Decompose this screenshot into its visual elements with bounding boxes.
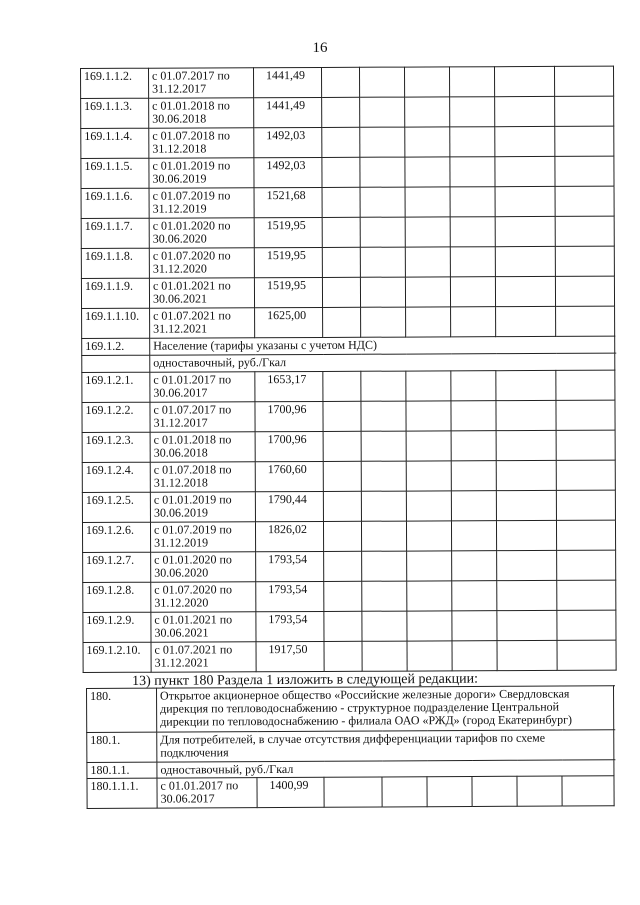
empty-cell [556, 306, 615, 336]
empty-cell [450, 187, 495, 217]
tariff-table-180 [86, 685, 615, 809]
empty-cell [497, 580, 557, 610]
row-number-cell: 180.1.1. [87, 762, 157, 778]
empty-cell [362, 581, 407, 611]
price-cell: 1519,95 [254, 277, 322, 307]
table-row [83, 610, 616, 642]
empty-cell [452, 611, 497, 641]
empty-cell [450, 157, 495, 187]
row-number-cell: 180.1.1.1. [87, 778, 157, 808]
price-cell: 1492,03 [254, 157, 322, 187]
empty-cell [406, 461, 451, 491]
price-cell: 1441,49 [254, 97, 322, 127]
empty-cell [360, 157, 405, 187]
empty-cell [360, 277, 405, 307]
table-row [82, 430, 615, 462]
empty-cell [495, 276, 555, 306]
row-number-cell: 169.1.2. [82, 338, 150, 355]
empty-cell [451, 401, 496, 431]
period-cell: с 01.01.2020 по 30.06.2020 [151, 552, 256, 582]
table-row [82, 400, 615, 432]
table-row [83, 550, 616, 582]
row-number-cell: 169.1.1.4. [81, 128, 149, 158]
empty-cell [517, 776, 562, 806]
period-cell: с 01.07.2018 по 31.12.2018 [150, 462, 255, 492]
row-number-cell: 180. [87, 688, 157, 732]
price-cell: 1793,54 [256, 551, 324, 581]
empty-cell [555, 126, 614, 156]
empty-cell [323, 461, 361, 491]
empty-cell [451, 307, 496, 337]
empty-cell [405, 187, 450, 217]
row-number-cell: 169.1.2.3. [82, 432, 150, 462]
empty-cell [323, 307, 361, 337]
period-cell: с 01.01.2017 по 30.06.2017 [157, 778, 257, 809]
row-number-cell: 169.1.1.8. [81, 248, 149, 278]
empty-cell [496, 490, 556, 520]
row-number-cell: 169.1.2.6. [82, 522, 150, 552]
price-cell: 1826,02 [255, 521, 323, 551]
empty-cell [322, 127, 360, 157]
price-cell: 1700,96 [255, 401, 323, 431]
empty-cell [555, 246, 614, 276]
empty-cell [406, 307, 451, 337]
empty-cell [450, 97, 495, 127]
empty-cell [407, 641, 452, 671]
empty-cell [554, 66, 613, 96]
description-cell: Открытое акционерное общество «Российские железные дороги» Свердловская дирекция по тепловодоснабжению - структурное подразделение Центральной дирекции по тепловодоснабжению - филиала ОАО «РЖД» (город Екатеринбург) [157, 686, 614, 732]
row-number-cell: 169.1.1.6. [81, 188, 149, 218]
empty-cell [406, 401, 451, 431]
empty-cell [361, 491, 406, 521]
empty-cell [405, 97, 450, 127]
empty-cell [451, 431, 496, 461]
empty-cell [361, 461, 406, 491]
table-row [81, 216, 614, 248]
empty-cell [322, 217, 360, 247]
period-cell: с 01.07.2018 по 31.12.2018 [149, 128, 254, 158]
empty-cell [407, 551, 452, 581]
table-row [82, 306, 615, 338]
empty-cell [406, 521, 451, 551]
empty-cell [450, 217, 495, 247]
empty-cell [555, 156, 614, 186]
empty-cell [407, 581, 452, 611]
empty-cell [497, 610, 557, 640]
price-cell: 1441,49 [254, 67, 322, 97]
empty-cell [496, 520, 556, 550]
description-cell: Население (тарифы указаны с учетом НДС) [150, 336, 615, 355]
row-number-cell: 169.1.1.7. [81, 218, 149, 248]
period-cell: с 01.01.2019 по 30.06.2019 [149, 158, 254, 188]
empty-cell [406, 491, 451, 521]
empty-cell [555, 96, 614, 126]
empty-cell [362, 611, 407, 641]
price-cell: 1519,95 [254, 247, 322, 277]
empty-cell [324, 641, 362, 671]
price-cell: 1400,99 [257, 777, 324, 807]
empty-cell [562, 776, 614, 806]
empty-cell [324, 551, 362, 581]
price-cell: 1793,54 [256, 611, 324, 641]
period-cell: с 01.07.2020 по 31.12.2020 [149, 248, 254, 278]
period-cell: с 01.07.2019 по 31.12.2019 [149, 188, 254, 218]
description-cell: одноставочный, руб./Гкал [157, 760, 614, 778]
row-number-cell: 169.1.1.2. [81, 68, 149, 98]
period-cell: с 01.01.2017 по 30.06.2017 [150, 372, 255, 402]
empty-cell [557, 550, 616, 580]
row-number-cell: 169.1.1.9. [81, 278, 149, 308]
empty-cell [555, 276, 614, 306]
empty-cell [321, 67, 359, 97]
row-number-cell: 169.1.2.7. [83, 552, 151, 582]
empty-cell [323, 371, 361, 401]
period-cell: с 01.07.2017 по 31.12.2017 [149, 68, 254, 98]
table-row [81, 276, 614, 308]
row-number-cell: 169.1.2.1. [82, 372, 150, 402]
row-number-cell [82, 355, 150, 372]
row-number-cell: 169.1.2.8. [83, 582, 151, 612]
row-number-cell: 180.1. [87, 732, 157, 762]
empty-cell [323, 491, 361, 521]
amendment-heading: 13) пункт 180 Раздела 1 изложить в следующей редакции: [132, 671, 479, 689]
empty-cell [451, 461, 496, 491]
empty-cell [496, 430, 556, 460]
empty-cell [405, 127, 450, 157]
empty-cell [495, 156, 555, 186]
empty-cell [427, 776, 472, 806]
empty-cell [496, 370, 556, 400]
table-row [81, 156, 614, 188]
empty-cell [556, 490, 615, 520]
row-number-cell: 169.1.2.2. [82, 402, 150, 432]
table-row [87, 686, 614, 733]
row-number-cell: 169.1.2.10. [83, 642, 151, 672]
table-row [81, 126, 614, 158]
empty-cell [322, 187, 360, 217]
empty-cell [557, 640, 616, 670]
empty-cell [496, 400, 556, 430]
period-cell: с 01.01.2021 по 30.06.2021 [149, 278, 254, 308]
empty-cell [405, 157, 450, 187]
empty-cell [405, 277, 450, 307]
price-cell: 1519,95 [254, 217, 322, 247]
empty-cell [360, 187, 405, 217]
table-row [81, 66, 614, 98]
empty-cell [322, 277, 360, 307]
empty-cell [406, 431, 451, 461]
table-row [83, 580, 616, 612]
period-cell: с 01.07.2021 по 31.12.2021 [151, 642, 256, 672]
empty-cell [472, 776, 517, 806]
empty-cell [556, 460, 615, 490]
empty-cell [322, 97, 360, 127]
empty-cell [361, 307, 406, 337]
empty-cell [324, 581, 362, 611]
table-row [82, 370, 615, 402]
table-row [82, 460, 615, 492]
empty-cell [361, 431, 406, 461]
empty-cell [322, 247, 360, 277]
empty-cell [452, 641, 497, 671]
empty-cell [362, 551, 407, 581]
empty-cell [496, 306, 556, 336]
row-number-cell: 169.1.2.4. [82, 462, 150, 492]
empty-cell [450, 127, 495, 157]
empty-cell [359, 67, 404, 97]
period-cell: с 01.01.2019 по 30.06.2019 [150, 492, 255, 522]
empty-cell [450, 247, 495, 277]
period-cell: с 01.07.2017 по 31.12.2017 [150, 402, 255, 432]
empty-cell [557, 610, 616, 640]
price-cell: 1521,68 [254, 187, 322, 217]
table-row [81, 186, 614, 218]
period-cell: с 01.07.2021 по 31.12.2021 [150, 308, 255, 338]
empty-cell [555, 216, 614, 246]
empty-cell [451, 491, 496, 521]
row-number-cell: 169.1.2.5. [82, 492, 150, 522]
empty-cell [496, 460, 556, 490]
empty-cell [495, 126, 555, 156]
table-row [81, 96, 614, 128]
empty-cell [382, 777, 427, 807]
period-cell: с 01.01.2018 по 30.06.2018 [150, 432, 255, 462]
empty-cell [450, 277, 495, 307]
description-cell: Для потребителей, в случае отсутствия дифференциации тарифов по схеме подключения [157, 730, 614, 762]
price-cell: 1790,44 [255, 491, 323, 521]
empty-cell [497, 550, 557, 580]
empty-cell [556, 400, 615, 430]
empty-cell [449, 67, 494, 97]
table-row [87, 776, 614, 809]
period-cell: с 01.01.2020 по 30.06.2020 [149, 218, 254, 248]
price-cell: 1625,00 [255, 307, 323, 337]
empty-cell [323, 401, 361, 431]
empty-cell [497, 640, 557, 670]
empty-cell [556, 430, 615, 460]
row-number-cell: 169.1.1.3. [81, 98, 149, 128]
price-cell: 1760,60 [255, 461, 323, 491]
empty-cell [404, 67, 449, 97]
empty-cell [361, 401, 406, 431]
period-cell: с 01.07.2020 по 31.12.2020 [151, 582, 256, 612]
description-cell: одноставочный, руб./Гкал [150, 353, 615, 372]
empty-cell [495, 246, 555, 276]
empty-cell [324, 777, 382, 807]
empty-cell [361, 521, 406, 551]
table-row [81, 246, 614, 278]
empty-cell [362, 641, 407, 671]
empty-cell [555, 186, 614, 216]
empty-cell [407, 611, 452, 641]
period-cell: с 01.07.2019 по 31.12.2019 [150, 522, 255, 552]
empty-cell [360, 247, 405, 277]
empty-cell [324, 611, 362, 641]
row-number-cell: 169.1.1.5. [81, 158, 149, 188]
empty-cell [557, 580, 616, 610]
page-number: 16 [312, 40, 328, 56]
row-number-cell: 169.1.2.9. [83, 612, 151, 642]
empty-cell [452, 581, 497, 611]
empty-cell [322, 157, 360, 187]
table-row [87, 730, 614, 763]
price-cell: 1492,03 [254, 127, 322, 157]
empty-cell [495, 186, 555, 216]
empty-cell [495, 96, 555, 126]
empty-cell [494, 66, 554, 96]
empty-cell [323, 431, 361, 461]
empty-cell [405, 247, 450, 277]
empty-cell [556, 370, 615, 400]
empty-cell [556, 520, 615, 550]
table-row [82, 520, 615, 552]
empty-cell [323, 521, 361, 551]
period-cell: с 01.01.2021 по 30.06.2021 [151, 612, 256, 642]
tariff-table-169 [80, 66, 617, 673]
empty-cell [360, 97, 405, 127]
empty-cell [452, 551, 497, 581]
price-cell: 1653,17 [255, 371, 323, 401]
empty-cell [360, 217, 405, 247]
empty-cell [360, 127, 405, 157]
period-cell: с 01.01.2018 по 30.06.2018 [149, 98, 254, 128]
empty-cell [451, 521, 496, 551]
table-row [83, 640, 616, 672]
empty-cell [406, 371, 451, 401]
price-cell: 1700,96 [255, 431, 323, 461]
empty-cell [405, 217, 450, 247]
empty-cell [451, 371, 496, 401]
empty-cell [361, 371, 406, 401]
price-cell: 1793,54 [256, 581, 324, 611]
empty-cell [495, 216, 555, 246]
price-cell: 1917,50 [256, 641, 324, 671]
table-row [82, 490, 615, 522]
row-number-cell: 169.1.1.10. [82, 308, 150, 338]
